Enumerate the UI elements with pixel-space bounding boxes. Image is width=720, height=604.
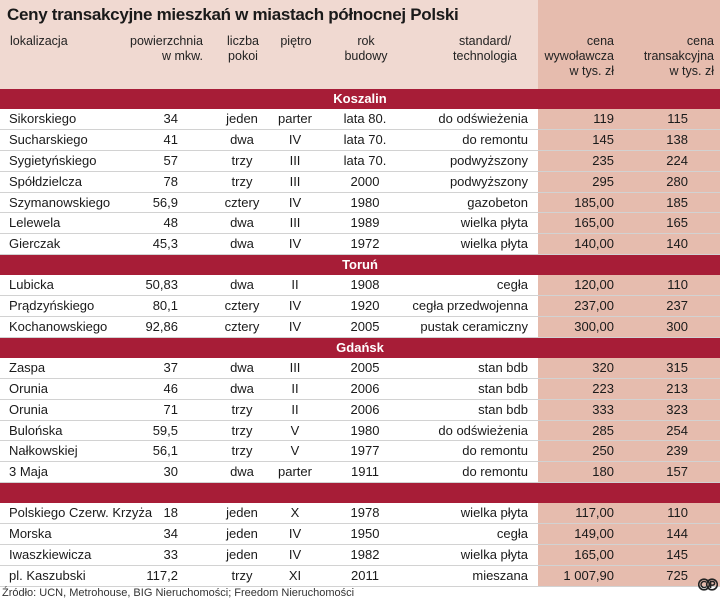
cell-location: Spółdzielcza <box>9 173 82 189</box>
cell-transaction-price: 254 <box>666 422 688 438</box>
cell-standard: gazobeton <box>467 194 528 210</box>
cell-rooms: trzy <box>231 422 253 438</box>
cell-year: 2006 <box>350 401 380 417</box>
cell-standard: podwyższony <box>449 173 528 189</box>
table-row <box>0 275 720 296</box>
table-row <box>0 193 720 214</box>
cell-rooms: cztery <box>224 298 260 314</box>
table-row <box>0 524 720 545</box>
cell-standard: wielka płyta <box>460 215 528 231</box>
cell-asking-price: 149,00 <box>574 526 614 542</box>
column-header-rooms: liczba pokoi <box>227 34 259 63</box>
cell-area: 46 <box>163 380 178 396</box>
cell-area: 56,9 <box>152 194 178 210</box>
cell-area: 80,1 <box>152 298 178 314</box>
cell-asking-price: 295 <box>592 173 614 189</box>
cell-area: 59,5 <box>152 422 178 438</box>
cell-transaction-price: 145 <box>666 547 688 563</box>
cell-location: Orunia <box>9 401 49 417</box>
cell-year: 1972 <box>350 236 380 252</box>
cell-rooms: trzy <box>231 401 253 417</box>
cell-year: 1980 <box>350 194 380 210</box>
table-row <box>0 462 720 483</box>
cell-area: 48 <box>163 215 178 231</box>
cell-year: 1978 <box>350 505 380 521</box>
cell-asking-price: 180 <box>592 464 614 480</box>
cell-rooms: cztery <box>224 194 260 210</box>
cell-location: Iwaszkiewicza <box>9 547 92 563</box>
cell-year: 1920 <box>350 298 380 314</box>
table-row <box>0 317 720 338</box>
cell-floor: III <box>289 215 301 231</box>
cell-transaction-price: 239 <box>666 443 688 459</box>
cell-area: 30 <box>163 464 178 480</box>
cell-floor: V <box>290 443 300 459</box>
cell-asking-price: 1 007,90 <box>563 567 614 583</box>
cell-year: 2000 <box>350 173 380 189</box>
cell-rooms: dwa <box>230 380 254 396</box>
cell-rooms: trzy <box>231 443 253 459</box>
cell-floor: V <box>290 422 300 438</box>
cell-location: Szymanowskiego <box>9 194 111 210</box>
cell-asking-price: 185,00 <box>574 194 614 210</box>
cell-standard: cegła <box>496 277 528 293</box>
cell-transaction-price: 237 <box>666 298 688 314</box>
cell-floor: X <box>290 505 300 521</box>
cell-transaction-price: 110 <box>667 277 688 293</box>
cell-floor: II <box>291 277 299 293</box>
cell-transaction-price: 165 <box>666 215 688 231</box>
cell-floor: IV <box>288 131 302 147</box>
cell-year: 1911 <box>351 464 379 480</box>
cell-area: 34 <box>163 526 178 542</box>
cell-standard: wielka płyta <box>460 547 528 563</box>
cell-year: 1977 <box>350 443 380 459</box>
cell-year: 1980 <box>350 422 380 438</box>
cell-floor: III <box>289 152 301 168</box>
cell-floor: parter <box>278 464 312 480</box>
table-row <box>0 421 720 442</box>
cell-asking-price: 223 <box>592 380 614 396</box>
cell-floor: IV <box>288 526 302 542</box>
section-header-unlabeled <box>0 483 720 503</box>
cell-year: 1989 <box>350 215 380 231</box>
cell-transaction-price: 323 <box>666 401 688 417</box>
cell-area: 34 <box>163 111 178 126</box>
cell-rooms: dwa <box>230 236 254 252</box>
cell-transaction-price: 144 <box>666 526 688 542</box>
pap-logo-icon <box>698 576 718 593</box>
cell-area: 92,86 <box>145 319 178 335</box>
cell-floor: parter <box>278 111 312 126</box>
cell-floor: IV <box>288 547 302 563</box>
cell-asking-price: 165,00 <box>574 547 614 563</box>
column-header-area: powierzchnia w mkw. <box>130 34 203 63</box>
cell-floor: III <box>289 359 301 375</box>
cell-rooms: jeden <box>226 111 258 126</box>
cell-area: 37 <box>163 359 178 375</box>
cell-transaction-price: 110 <box>667 505 688 521</box>
cell-standard: mieszana <box>472 567 528 583</box>
cell-standard: cegła przedwojenna <box>412 298 528 314</box>
cell-location: Morska <box>9 526 52 542</box>
cell-standard: cegła <box>496 526 528 542</box>
cell-standard: do odświeżenia <box>438 422 528 438</box>
section-header-koszalin: Koszalin <box>0 89 720 109</box>
cell-year: 2011 <box>351 567 379 583</box>
cell-area: 56,1 <box>152 443 178 459</box>
cell-asking-price: 237,00 <box>574 298 614 314</box>
column-header-transaction-price: cena transakcyjna w tys. zł <box>643 34 714 78</box>
cell-rooms: dwa <box>230 359 254 375</box>
cell-standard: do remontu <box>462 131 528 147</box>
cell-location: Lubicka <box>9 277 54 293</box>
cell-asking-price: 320 <box>592 359 614 375</box>
cell-asking-price: 145 <box>592 131 614 147</box>
cell-transaction-price: 725 <box>666 567 688 583</box>
cell-year: 1950 <box>350 526 380 542</box>
table-row <box>0 213 720 234</box>
table-row <box>0 441 720 462</box>
cell-location: Bulońska <box>9 422 63 438</box>
section-header-gdańsk: Gdańsk <box>0 338 720 358</box>
table-row <box>0 566 720 587</box>
cell-area: 78 <box>163 173 178 189</box>
cell-location: Nałkowskiej <box>9 443 78 459</box>
cell-asking-price: 285 <box>592 422 614 438</box>
cell-rooms: jeden <box>226 547 258 563</box>
cell-rooms: trzy <box>231 173 253 189</box>
cell-rooms: trzy <box>231 152 253 168</box>
cell-standard: pustak ceramiczny <box>420 319 528 335</box>
cell-location: Sikorskiego <box>9 111 77 126</box>
table-row <box>0 545 720 566</box>
cell-location: Prądzyńskiego <box>9 298 95 314</box>
cell-standard: stan bdb <box>478 401 528 417</box>
cell-location: Polskiego Czerw. Krzyża <box>9 505 153 521</box>
cell-transaction-price: 138 <box>666 131 688 147</box>
cell-location: Lelewela <box>9 215 61 231</box>
cell-transaction-price: 213 <box>666 380 688 396</box>
cell-floor: IV <box>288 236 302 252</box>
cell-floor: IV <box>288 298 302 314</box>
cell-location: Zaspa <box>9 359 46 375</box>
cell-standard: do remontu <box>462 443 528 459</box>
page-title: Ceny transakcyjne mieszkań w miastach północnej Polski <box>7 5 459 24</box>
cell-transaction-price: 157 <box>666 464 688 480</box>
cell-transaction-price: 280 <box>666 173 688 189</box>
cell-location: Gierczak <box>9 236 61 252</box>
cell-rooms: trzy <box>231 567 253 583</box>
table-row <box>0 151 720 172</box>
cell-area: 45,3 <box>152 236 178 252</box>
cell-floor: III <box>289 173 301 189</box>
cell-area: 41 <box>163 131 178 147</box>
cell-standard: podwyższony <box>449 152 528 168</box>
cell-asking-price: 250 <box>592 443 614 459</box>
cell-rooms: dwa <box>230 131 254 147</box>
column-header-floor: piętro <box>280 34 312 48</box>
cell-transaction-price: 140 <box>666 236 688 252</box>
cell-location: 3 Maja <box>9 464 49 480</box>
cell-asking-price: 333 <box>592 401 614 417</box>
source-note: Źródło: UCN, Metrohouse, BIG Nieruchomości; Freedom Nieruchomości <box>2 587 355 599</box>
cell-standard: wielka płyta <box>460 505 528 521</box>
table-row <box>0 379 720 400</box>
cell-area: 71 <box>163 401 178 417</box>
cell-floor: IV <box>288 319 302 335</box>
cell-year: 2005 <box>350 319 380 335</box>
cell-standard: stan bdb <box>478 359 528 375</box>
table-row <box>0 234 720 255</box>
cell-transaction-price: 185 <box>666 194 688 210</box>
cell-asking-price: 119 <box>593 111 614 126</box>
cell-rooms: jeden <box>226 526 258 542</box>
section-header-toruń: Toruń <box>0 255 720 275</box>
column-header-standard: standard/ technologia <box>453 34 517 63</box>
table-row <box>0 172 720 193</box>
cell-year: 1982 <box>350 547 380 563</box>
cell-area: 50,83 <box>145 277 178 293</box>
table-row <box>0 296 720 317</box>
cell-floor: IV <box>288 194 302 210</box>
cell-area: 117,2 <box>146 567 178 583</box>
cell-standard: do odświeżenia <box>438 111 528 126</box>
cell-transaction-price: 315 <box>666 359 688 375</box>
cell-asking-price: 120,00 <box>574 277 614 293</box>
cell-area: 33 <box>163 547 178 563</box>
column-header-location: lokalizacja <box>10 34 68 48</box>
cell-floor: II <box>291 401 299 417</box>
table-row <box>0 109 720 130</box>
table-row <box>0 358 720 379</box>
cell-year: lata 70. <box>343 152 387 168</box>
table-body <box>0 89 720 587</box>
cell-transaction-price: 300 <box>666 319 688 335</box>
cell-rooms: dwa <box>230 464 254 480</box>
cell-rooms: jeden <box>226 505 258 521</box>
cell-transaction-price: 224 <box>666 152 688 168</box>
column-header-year: rok budowy <box>344 34 388 63</box>
cell-location: Sygietyńskiego <box>9 152 97 168</box>
cell-location: Sucharskiego <box>9 131 88 147</box>
cell-rooms: cztery <box>224 319 260 335</box>
cell-asking-price: 300,00 <box>574 319 614 335</box>
table-row <box>0 503 720 524</box>
cell-location: pl. Kaszubski <box>9 567 86 583</box>
cell-asking-price: 117,00 <box>575 505 614 521</box>
cell-year: 2006 <box>350 380 380 396</box>
cell-standard: stan bdb <box>478 380 528 396</box>
cell-year: lata 80. <box>343 111 387 126</box>
cell-area: 57 <box>163 152 178 168</box>
cell-asking-price: 165,00 <box>574 215 614 231</box>
cell-asking-price: 140,00 <box>574 236 614 252</box>
table-row <box>0 130 720 151</box>
cell-floor: XI <box>288 567 302 583</box>
cell-asking-price: 235 <box>592 152 614 168</box>
column-header-asking-price: cena wywoławcza w tys. zł <box>544 34 614 78</box>
cell-location: Kochanowskiego <box>9 319 108 335</box>
cell-floor: II <box>291 380 299 396</box>
table-row <box>0 400 720 421</box>
cell-rooms: dwa <box>230 277 254 293</box>
cell-standard: do remontu <box>462 464 528 480</box>
cell-rooms: dwa <box>230 215 254 231</box>
cell-area: 18 <box>163 505 178 521</box>
cell-standard: wielka płyta <box>460 236 528 252</box>
cell-year: lata 70. <box>343 131 387 147</box>
cell-location: Orunia <box>9 380 49 396</box>
cell-transaction-price: 115 <box>667 111 688 126</box>
cell-year: 2005 <box>350 359 380 375</box>
cell-year: 1908 <box>350 277 380 293</box>
